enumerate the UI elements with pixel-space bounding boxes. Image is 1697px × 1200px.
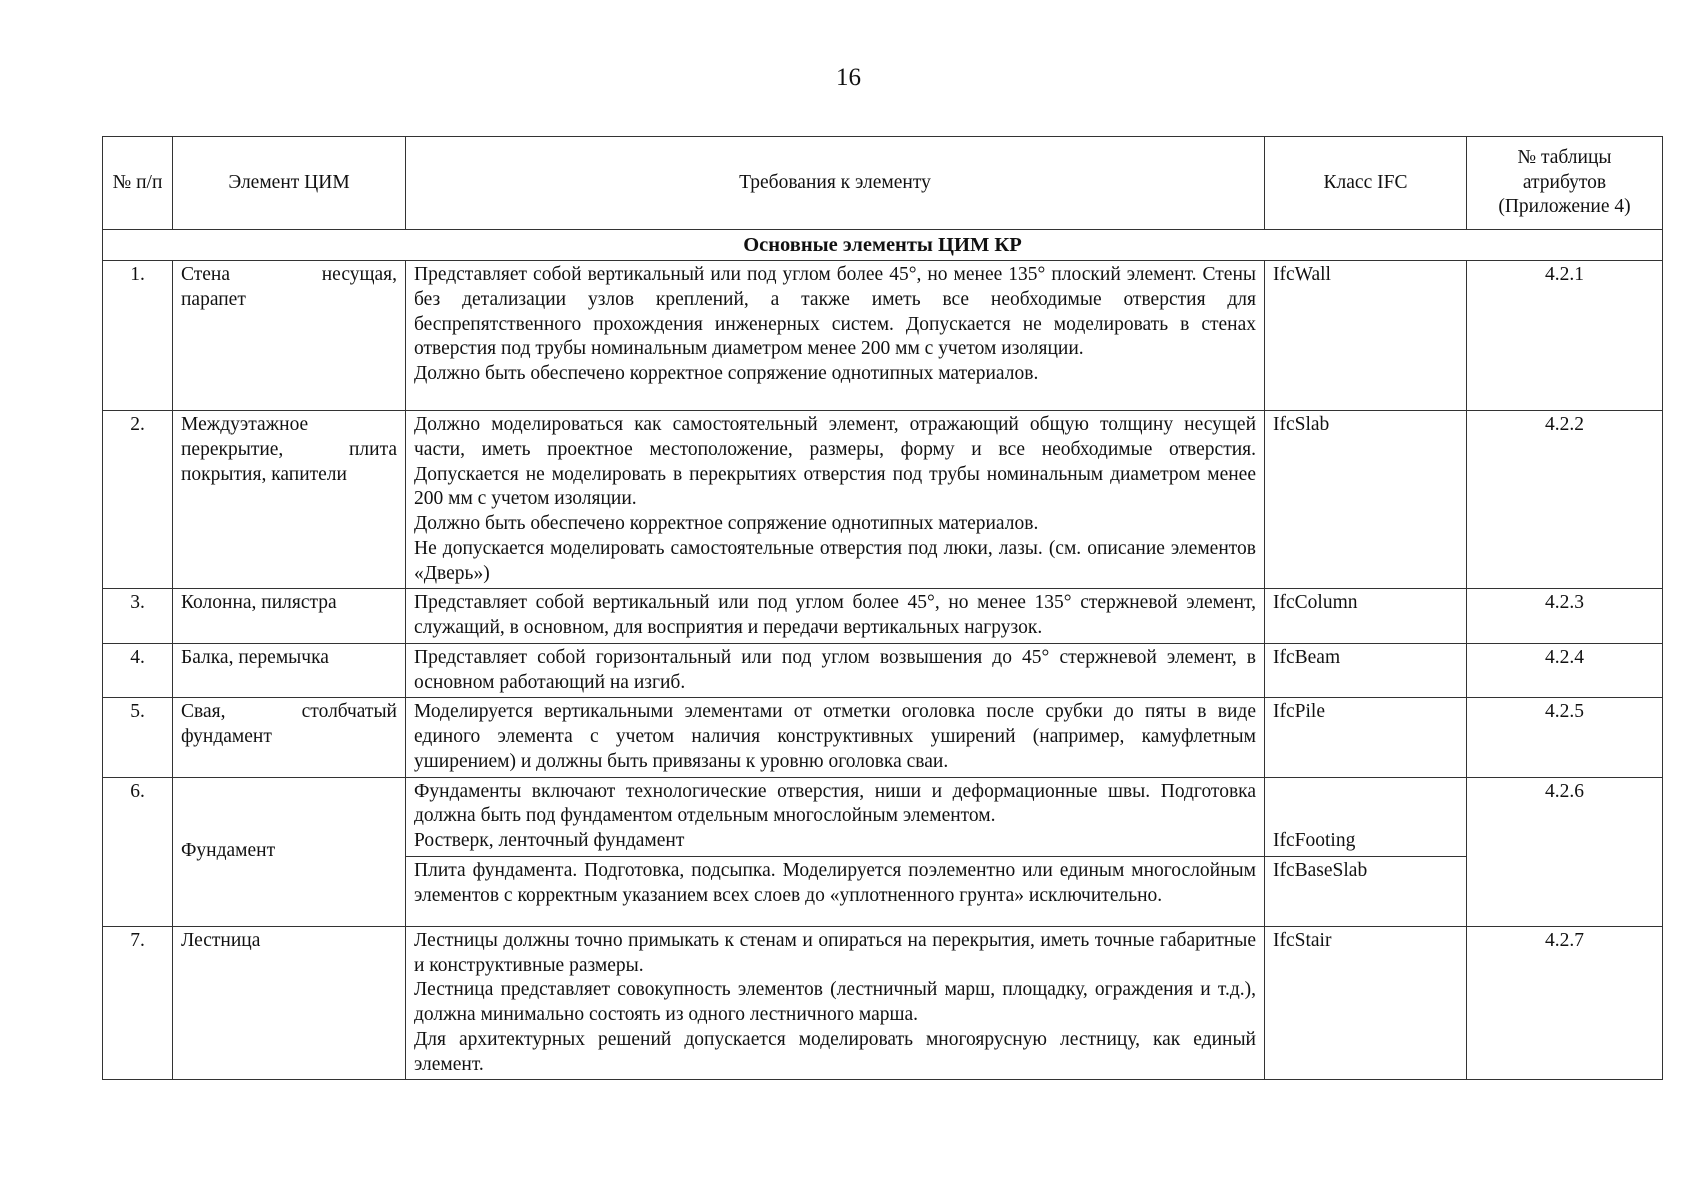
header-requirements: Требования к элементу (406, 137, 1265, 230)
requirements-cell (406, 261, 1265, 411)
element-cell: Колонна, пилястра (173, 589, 406, 644)
table-row (103, 411, 1663, 589)
requirement-text: Фундаменты включают технологические отверстия, ниши и деформационные швы. Подготовка должна быть под фундаментом отдельным многослойным элементом. (414, 780, 1256, 827)
attr-table-cell: 4.2.4 (1467, 643, 1663, 698)
requirement-text: Должно быть обеспечено корректное сопряжение однотипных материалов. (414, 513, 1039, 535)
ifc-class-cell: IfcStair (1265, 926, 1467, 1080)
table-row (103, 589, 1663, 644)
header-num: № п/п (103, 137, 173, 230)
requirement-text: Ростверк, ленточный фундамент (414, 830, 685, 852)
ifc-class-cell: IfcWall (1265, 261, 1467, 411)
element-text: несущая, (321, 264, 397, 286)
requirement-text: Должно моделироваться как самостоятельный элемент, отражающий общую толщину несущей части, иметь проектное местоположение, размеры, форму и все необходимые отверстия. Допускается не моделировать в перекрытиях отверстия под трубы номинальным диаметром менее 200 мм с учетом изоляции. (414, 414, 1256, 510)
attr-table-cell: 4.2.1 (1467, 261, 1663, 411)
header-row (103, 137, 1663, 230)
requirement-text: Для архитектурных решений допускается моделировать многоярусную лестницу, как единый элемент. (414, 1028, 1256, 1075)
attr-table-cell: 4.2.7 (1467, 926, 1663, 1080)
row-num: 1. (103, 261, 173, 411)
ifc-class-cell: IfcBaseSlab (1265, 856, 1467, 926)
page-number: 16 (836, 64, 861, 91)
requirement-text: Лестницы должны точно примыкать к стенам и опираться на перекрытия, иметь точные габаритные и конструктивные размеры. (414, 929, 1256, 976)
element-text: плита (348, 438, 397, 460)
requirement-text: Представляет собой вертикальный или под углом более 45°, но менее 135° плоский элемент. Стены без детализации узлов креплений, а также иметь все необходимые отверстия для беспрепятственного прохождения инженерных систем. Допускается не моделировать в стенах отверстия под трубы номинальным диаметром менее 200 мм с учетом изоляции. (414, 264, 1256, 360)
attr-table-cell: 4.2.2 (1467, 411, 1663, 589)
table-row (103, 261, 1663, 411)
element-cell (173, 261, 406, 411)
attr-table-cell: 4.2.3 (1467, 589, 1663, 644)
element-text: покрытия, капители (181, 463, 347, 485)
element-text: фундамент (181, 726, 272, 748)
header-ifc-class: Класс IFC (1265, 137, 1467, 230)
row-num: 6. (103, 777, 173, 926)
element-cell: Фундамент (173, 777, 406, 926)
element-text: Стена (181, 264, 231, 286)
attr-table-cell: 4.2.6 (1467, 777, 1663, 926)
ifc-class-cell: IfcBeam (1265, 643, 1467, 698)
element-text: перекрытие, (181, 438, 284, 460)
requirement-text: Не допускается моделировать самостоятельные отверстия под люки, лазы. (см. описание элементов «Дверь») (414, 537, 1256, 584)
requirements-cell: Плита фундамента. Подготовка, подсыпка. Моделируется поэлементно или единым многослойным элементов с корректным указанием всех слоев до «уплотненного грунта» исключительно. (406, 856, 1265, 926)
element-text: парапет (181, 288, 246, 310)
row-num: 5. (103, 698, 173, 777)
requirements-cell: Представляет собой горизонтальный или под углом возвышения до 45° стержневой элемент, в основном работающий на изгиб. (406, 643, 1265, 698)
attr-table-cell: 4.2.5 (1467, 698, 1663, 777)
table-row (103, 643, 1663, 698)
table-row (103, 926, 1663, 1080)
element-cell: Балка, перемычка (173, 643, 406, 698)
requirements-cell (406, 777, 1265, 856)
table-row (103, 698, 1663, 777)
element-text: столбчатый (301, 701, 397, 723)
header-attr-table: № таблицы атрибутов (Приложение 4) (1467, 137, 1663, 230)
requirements-cell: Представляет собой вертикальный или под углом более 45°, но менее 135° стержневой элемент, служащий, в основном, для восприятия и передачи вертикальных нагрузок. (406, 589, 1265, 644)
requirement-text: Лестница представляет совокупность элементов (лестничный марш, площадку, ограждения и т.д.), должна минимально состоять из одного лестничного марша. (414, 979, 1256, 1026)
section-row (103, 230, 1663, 261)
element-cell: Лестница (173, 926, 406, 1080)
row-num: 3. (103, 589, 173, 644)
row-num: 7. (103, 926, 173, 1080)
element-cell (173, 698, 406, 777)
ifc-class-cell: IfcSlab (1265, 411, 1467, 589)
requirements-cell (406, 411, 1265, 589)
requirements-table (102, 136, 1663, 1080)
section-title: Основные элементы ЦИМ КР (103, 230, 1663, 261)
element-text: Междуэтажное (181, 414, 309, 436)
ifc-class-cell: IfcFooting (1265, 777, 1467, 856)
row-num: 4. (103, 643, 173, 698)
requirements-cell (406, 926, 1265, 1080)
requirements-cell: Моделируется вертикальными элементами от отметки оголовка после срубки до пяты в виде единого элемента с учетом наличия конструктивных уширений (например, камуфлетным уширением) и должны быть привязаны к уровню оголовка сваи. (406, 698, 1265, 777)
row-num: 2. (103, 411, 173, 589)
ifc-class-cell: IfcColumn (1265, 589, 1467, 644)
ifc-class-cell: IfcPile (1265, 698, 1467, 777)
table-row (103, 777, 1663, 856)
header-element: Элемент ЦИМ (173, 137, 406, 230)
element-text: Свая, (181, 701, 226, 723)
element-cell (173, 411, 406, 589)
requirement-text: Должно быть обеспечено корректное сопряжение однотипных материалов. (414, 363, 1039, 385)
